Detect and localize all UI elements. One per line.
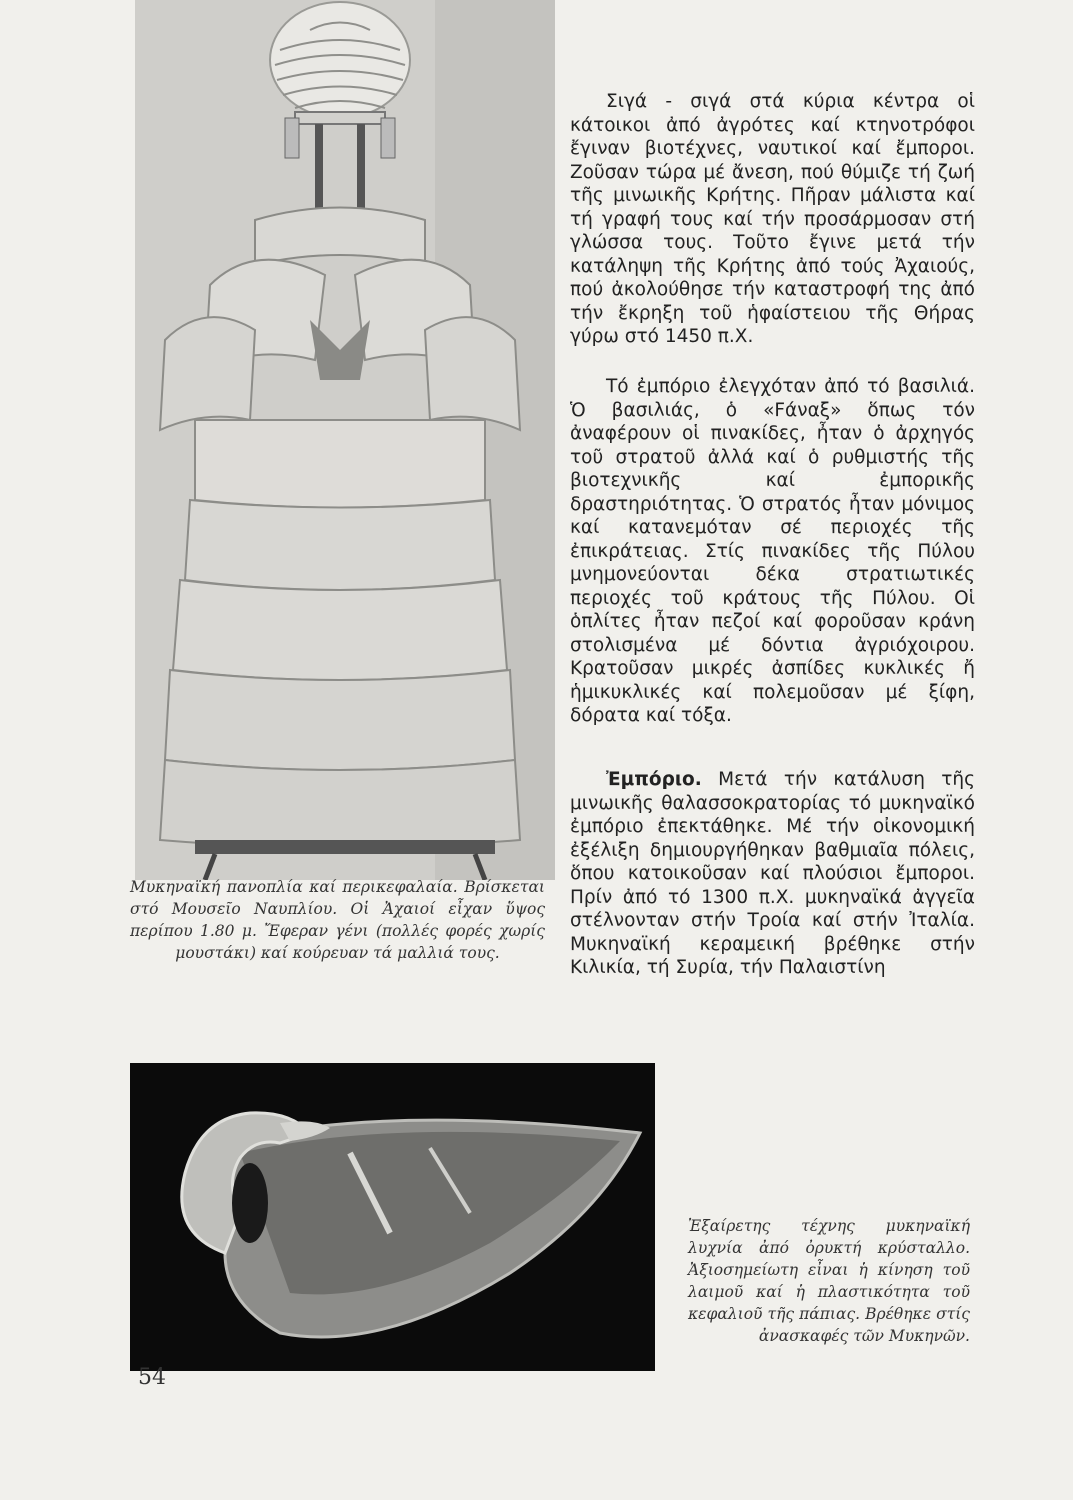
armor-illustration — [135, 0, 555, 880]
paragraph-text: Τό ἐμπόριο ἐλεγχόταν ἀπό τό βασιλιά. Ὁ βασιλιάς, ὁ «Ϝάναξ» ὅπως τόν ἀναφέρουν οἱ πινακίδες, ἦταν ὁ ἀρχηγός τοῦ στρατοῦ ἀλλά καί ὁ ρυθμιστής τῆς βιοτεχνικῆς καί ἐμπορικῆς δραστηριότητας. Ὁ στρατός ἦταν μόνιμος καί κατανεμόταν σέ περιοχές τῆς ἐπικράτειας. Στίς πινακίδες τῆς Πύλου μνημονεύονται δέκα στρατιωτικές περιοχές τοῦ κράτους τῆς Πύλου. Οἱ ὁπλίτες ἦταν πεζοί καί φοροῦσαν κράνη στολισμένα μέ δόντια ἀγριόχοιρου. Κρατοῦσαν μικρές ἀσπίδες κυκλικές ἤ ἡμικυκλικές καί πολεμοῦσαν μέ ξίφη, δόρατα καί τόξα. — [570, 376, 975, 726]
armor-caption: Μυκηναϊκή πανοπλία καί περικεφαλαία. Βρίσκεται στό Μουσεῖο Ναυπλίου. Οἱ Ἀχαιοί εἶχαν ὕψος περίπου 1.80 μ. Ἔφεραν γένι (πολλές φορές χωρίς μουστάκι) καί κούρευαν τά μαλλιά τους. — [130, 878, 545, 962]
paragraph-text: Μετά τήν κατάλυση τῆς μινωικῆς θαλασσοκρατορίας τό μυκηναϊκό ἐμπόριο ἐπεκτάθηκε. Μέ τήν οἰκονομική ἐξέλιξη δημιουργήθηκαν βαθμιαῖα πόλεις, ὅπου κατοικοῦσαν καί πλούσιοι ἔμποροι. Πρίν ἀπό τό 1300 π.Χ. μυκηναϊκά ἀγγεῖα στέλνονταν στήν Τροία καί στήν Ἰταλία. Μυκηναϊκή κεραμεική βρέθηκε στήν Κιλικία, τή Συρία, τήν Παλαιστίνη — [570, 769, 976, 978]
article-paragraph-3 — [570, 768, 975, 980]
armor-photo — [135, 0, 555, 880]
lamp-caption: Ἐξαίρετης τέχνης μυκηναϊκή λυχνία ἀπό ὀρυκτή κρύσταλλο. Ἀξιοσημείωτη εἶναι ἡ κίνηση τοῦ λαιμοῦ καί ἡ πλαστικότητα τοῦ κεφαλιοῦ τῆς πάπιας. Βρέθηκε στίς ἀνασκαφές τῶν Μυκηνῶν. — [688, 1217, 970, 1345]
duck-lamp-illustration — [130, 1063, 655, 1371]
article-paragraph-2 — [570, 375, 975, 728]
lamp-photo — [130, 1063, 655, 1371]
paragraph-text: Σιγά - σιγά στά κύρια κέντρα οἱ κάτοικοι ἀπό ἀγρότες καί κτηνοτρόφοι ἔγιναν βιοτέχνες, ναυτικοί καί ἔμποροι. Ζοῦσαν τώρα μέ ἄνεση, πού θύμιζε τή ζωή τῆς μινωικῆς Κρήτης. Πῆραν μάλιστα καί τή γραφή τους καί τήν προσάρμοσαν στή γλώσσα τους. Τοῦτο ἔγινε μετά τήν κατάληψη τῆς Κρήτης ἀπό τούς Ἀχαιούς, πού ἀκολούθησε τήν καταστροφή της ἀπό τήν ἔκρηξη τοῦ ἡφαίστειου τῆς Θήρας γύρω στό 1450 π.Χ. — [570, 91, 975, 347]
article-paragraph-1 — [570, 90, 975, 349]
page-number: 54 — [138, 1365, 166, 1390]
section-heading: Ἐμπόριο. — [606, 769, 702, 790]
